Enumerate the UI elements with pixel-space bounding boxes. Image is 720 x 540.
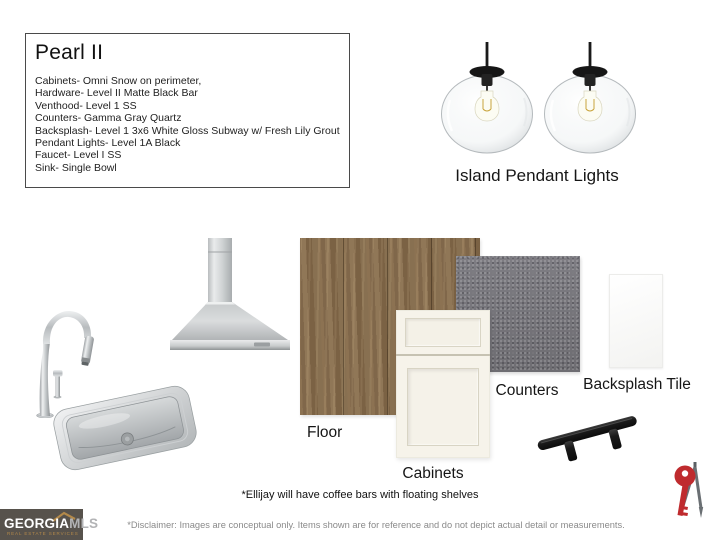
ellijay-note: *Ellijay will have coffee bars with floating shelves	[241, 489, 479, 501]
spec-line-backsplash: Backsplash- Level 1 3x6 White Gloss Subway w/ Fresh Lily Grout	[35, 124, 340, 137]
globe-pendant-light-icon	[542, 42, 638, 160]
range-hood-icon	[170, 238, 290, 353]
door-recessed-panel	[407, 368, 479, 446]
spec-line-pendants: Pendant Lights- Level 1A Black	[35, 137, 181, 150]
spec-line-venthood: Venthood- Level 1 SS	[35, 99, 137, 112]
spec-line-hardware: Hardware- Level II Matte Black Bar	[35, 87, 198, 100]
disclaimer-text: *Disclaimer: Images are conceptual only. Items shown are for reference and do not depict actual detail or measurements.	[127, 520, 625, 530]
drawer-panel	[405, 318, 481, 347]
backsplash-tile-label: Backsplash Tile	[583, 376, 691, 393]
red-key	[675, 466, 696, 517]
matte-black-bar-pull-icon	[533, 406, 643, 468]
spec-line-counters: Counters- Gamma Gray Quartz	[35, 112, 182, 125]
pendant-lights-label: Island Pendant Lights	[455, 166, 619, 185]
spec-line-faucet: Faucet- Level I SS	[35, 149, 122, 162]
logo-word-georgia: GEORGIA	[4, 516, 70, 531]
spec-list	[35, 75, 339, 174]
red-key-compass-icon	[668, 462, 712, 520]
spec-line-sink: Sink- Single Bowl	[35, 161, 117, 174]
logo-tagline: REAL ESTATE SERVICES	[7, 531, 79, 536]
cabinets-label: Cabinets	[402, 465, 464, 482]
globe-pendant-light-icon	[439, 42, 535, 160]
georgia-mls-logo	[0, 509, 99, 540]
backsplash-tile-sample	[609, 274, 663, 368]
cabinet-drawer-front	[396, 310, 490, 356]
logo-word-mls: MLS	[69, 516, 99, 531]
spec-line-cabinets: Cabinets- Omni Snow on perimeter,	[35, 75, 202, 87]
counters-label: Counters	[495, 382, 559, 399]
floor-label: Floor	[307, 424, 343, 441]
logo-wordmark	[4, 516, 98, 531]
cabinet-door-sample	[396, 310, 490, 458]
plan-title: Pearl II	[35, 41, 104, 64]
spec-box	[25, 33, 350, 188]
